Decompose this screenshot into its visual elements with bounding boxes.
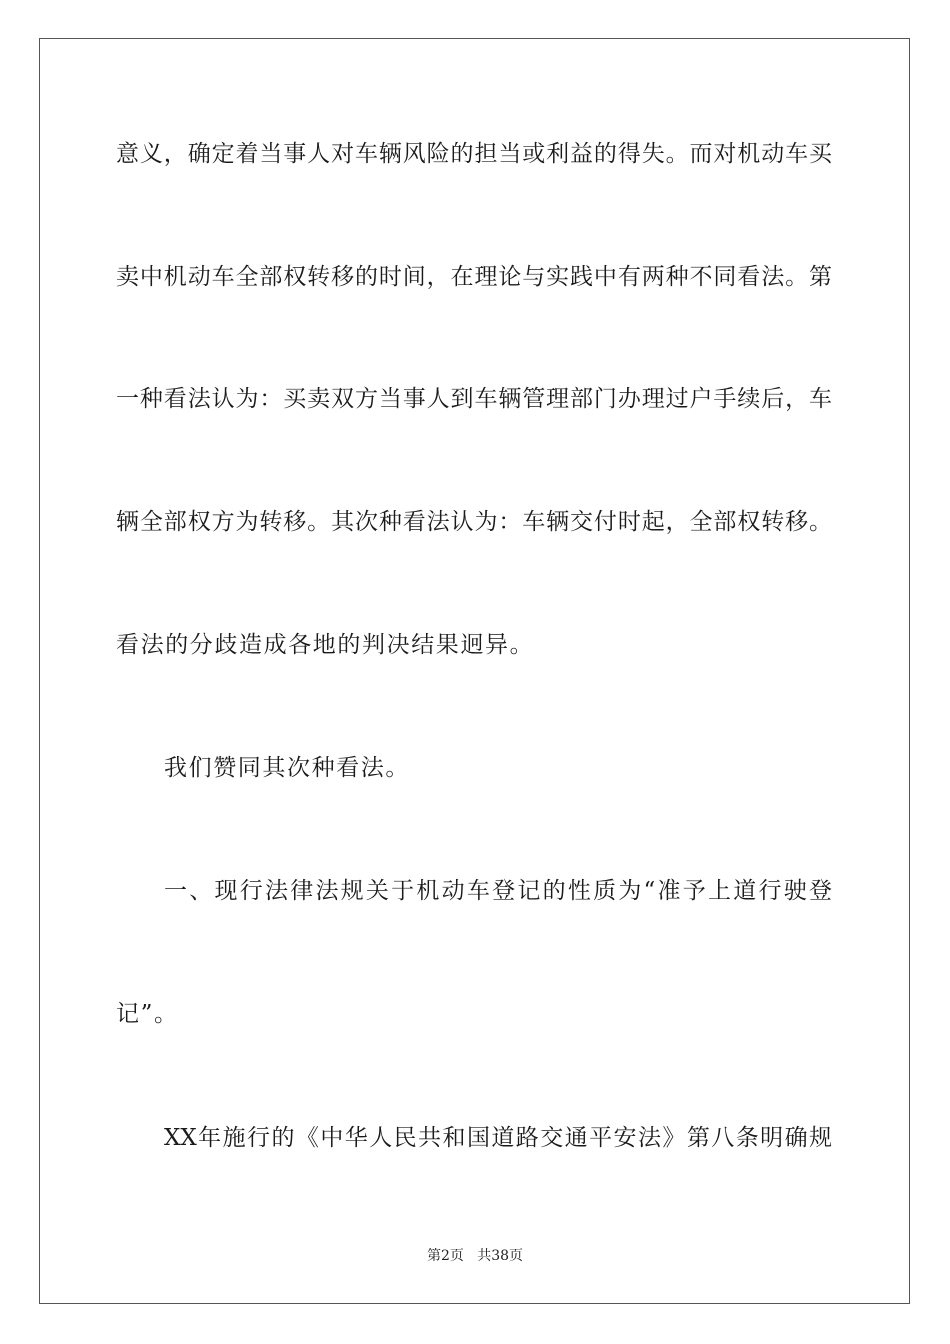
body-text-line-6: 我们赞同其次种看法。 (164, 755, 410, 781)
body-text-line-1: 意义，确定着当事人对车辆风险的担当或利益的得失。而对机动车买 (116, 141, 832, 167)
page-border (39, 38, 910, 1304)
body-text-line-2: 卖中机动车全部权转移的时间，在理论与实践中有两种不同看法。第 (116, 264, 832, 290)
body-text-line-3: 一种看法认为：买卖双方当事人到车辆管理部门办理过户手续后，车 (116, 386, 832, 412)
body-text-line-9: XX年施行的《中华人民共和国道路交通平安法》第八条明确规 (164, 1125, 832, 1151)
body-text-line-7: 一、现行法律法规关于机动车登记的性质为“准予上道行驶登 (164, 878, 832, 904)
page-number-footer: 第2页 共38页 (426, 1248, 524, 1264)
body-text-line-5: 看法的分歧造成各地的判决结果迥异。 (116, 632, 535, 658)
body-text-line-8: 记”。 (116, 1001, 179, 1027)
body-text-line-4: 辆全部权方为转移。其次种看法认为：车辆交付时起，全部权转移。 (116, 509, 832, 535)
